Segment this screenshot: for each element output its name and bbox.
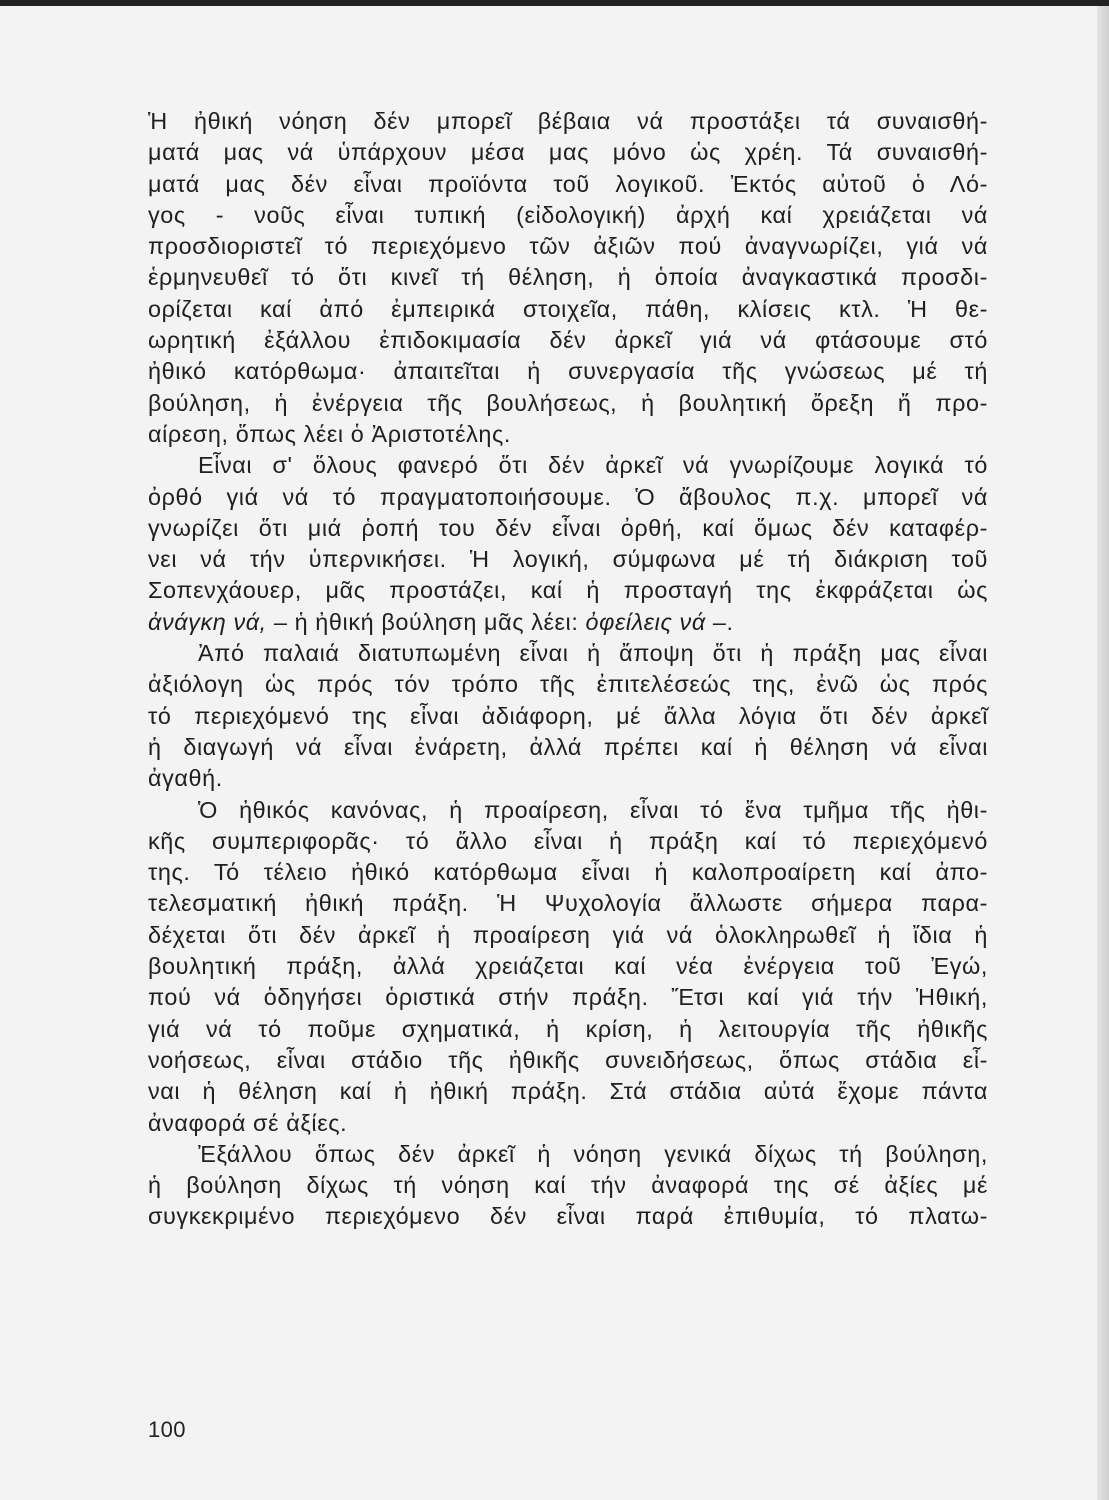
text-line: Ἀπό παλαιά διατυπωμένη εἶναι ἡ ἄποψη ὅτι ἡ πράξη μας εἶναι — [198, 640, 988, 667]
text-line: ἑρμηνευθεῖ τό ὅτι κινεῖ τή θέληση, ἡ ὁποία ἀναγκαστικά προσδι- — [148, 264, 988, 291]
text-line: ἀγαθή. — [148, 765, 223, 792]
text-line: ἀξιόλογη ὡς πρός τόν τρόπο τῆς ἐπιτελέσεώς της, ἐνῶ ὡς πρός — [148, 671, 988, 698]
text-line: Ἡ ἠθική νόηση δέν μπορεῖ βέβαια νά προστάξει τά συναισθή- — [148, 108, 988, 134]
text-line: τό περιεχόμενό της εἶναι ἀδιάφορη, μέ ἄλλα λόγια ὅτι δέν ἀρκεῖ — [148, 702, 988, 729]
text-line: γιά νά τό ποῦμε σχηματικά, ἡ κρίση, ἡ λειτουργία τῆς ἠθικῆς — [148, 1015, 988, 1042]
text-line: κῆς συμπεριφορᾶς· τό ἄλλο εἶναι ἡ πράξη καί τό περιεχόμενό — [148, 827, 988, 854]
text-line: Ὁ ἠθικός κανόνας, ἡ προαίρεση, εἶναι τό ἕνα τμῆμα τῆς ἠθι- — [198, 796, 988, 823]
text-line: γνωρίζει ὅτι μιά ῥοπή του δέν εἶναι ὀρθή, καί ὅμως δέν καταφέρ- — [148, 514, 988, 541]
italic-phrase: ἀνάγκη νά, — [148, 608, 267, 635]
text-line: ἀναφορά σέ ἀξίες. — [148, 1109, 348, 1136]
text-line: Εἶναι σ' ὅλους φανερό ὅτι δέν ἀρκεῖ νά γνωρίζουμε λογικά τό — [198, 452, 988, 479]
text-line: ἠθικό κατόρθωμα· ἀπαιτεῖται ἡ συνεργασία τῆς γνώσεως μέ τή — [148, 358, 988, 385]
text-fragment: – ἡ ἠθική βούληση μᾶς λέει: — [266, 608, 586, 635]
text-line: ἡ βούληση δίχως τή νόηση καί τήν ἀναφορά της σέ ἀξίες μέ — [148, 1172, 988, 1199]
text-line: προσδιοριστεῖ τό περιεχόμενο τῶν ἀξιῶν πού ἀναγνωρίζει, γιά νά — [148, 233, 988, 260]
text-line: τελεσματική ἠθική πράξη. Ἡ Ψυχολογία ἄλλωστε σήμερα παρα- — [148, 890, 988, 917]
text-line: ματά μας νά ὑπάρχουν μέσα μας μόνο ὡς χρέη. Τά συναισθή- — [148, 139, 988, 166]
text-line: Ἐξάλλου ὅπως δέν ἀρκεῖ ἡ νόηση γενικά δίχως τή βούληση, — [198, 1140, 988, 1167]
text-fragment: –. — [705, 608, 734, 635]
text-line: της. Τό τέλειο ἠθικό κατόρθωμα εἶναι ἡ καλοπροαίρετη καί ἀπο- — [148, 859, 988, 886]
text-line: αίρεση, ὅπως λέει ὁ Ἀριστοτέλης. — [148, 420, 511, 447]
text-line: βούληση, ἡ ἐνέργεια τῆς βουλήσεως, ἡ βουλητική ὄρεξη ἤ προ- — [148, 389, 988, 416]
text-line: ναι ἡ θέληση καί ἡ ἠθική πράξη. Στά στάδια αὐτά ἔχομε πάντα — [148, 1078, 988, 1105]
text-line: γος - νοῦς εἶναι τυπική (εἰδολογική) ἀρχή καί χρειάζεται νά — [148, 201, 988, 228]
text-line: νει νά τήν ὑπερνικήσει. Ἡ λογική, σύμφωνα μέ τή διάκριση τοῦ — [148, 546, 988, 573]
text-line: βουλητική πράξη, ἀλλά χρειάζεται καί νέα ἐνέργεια τοῦ Ἐγώ, — [148, 953, 988, 980]
page-gutter-shadow — [1097, 6, 1109, 1500]
text-line: ἡ διαγωγή νά εἶναι ἐνάρετη, ἀλλά πρέπει καί ἡ θέληση νά εἶναι — [148, 733, 988, 760]
italic-phrase: ὀφείλεις νά — [585, 608, 706, 635]
text-line: ὀρθό γιά νά τό πραγματοποιήσουμε. Ὁ ἄβουλος π.χ. μπορεῖ νά — [148, 483, 988, 510]
text-line: ματά μας δέν εἶναι προϊόντα τοῦ λογικοῦ. Ἐκτός αὐτοῦ ὁ Λό- — [148, 170, 988, 197]
text-line: ωρητική ἐξάλλου ἐπιδοκιμασία δέν ἀρκεῖ γιά νά φτάσουμε στό — [148, 327, 988, 354]
text-line: Σοπενχάουερ, μᾶς προστάζει, καί ἡ προσταγή της ἐκφράζεται ὡς — [148, 577, 988, 604]
text-line: δέχεται ὅτι δέν ἀρκεῖ ἡ προαίρεση γιά νά ὁλοκληρωθεῖ ἡ ἴδια ἡ — [148, 921, 988, 948]
text-line-mixed — [148, 607, 988, 638]
page-number: 100 — [148, 1417, 186, 1442]
body-text — [148, 106, 988, 1233]
text-line: ορίζεται καί ἀπό ἐμπειρικά στοιχεῖα, πάθη, κλίσεις κτλ. Ἡ θε- — [148, 295, 988, 322]
text-line: συγκεκριμένο περιεχόμενο δέν εἶναι παρά ἐπιθυμία, τό πλατω- — [148, 1203, 988, 1230]
text-line: πού νά ὁδηγήσει ὁριστικά στήν πράξη. Ἔτσι καί γιά τήν Ἠθική, — [148, 984, 988, 1011]
text-line: νοήσεως, εἶναι στάδιο τῆς ἠθικῆς συνειδήσεως, ὅπως στάδια εἶ- — [148, 1046, 988, 1073]
